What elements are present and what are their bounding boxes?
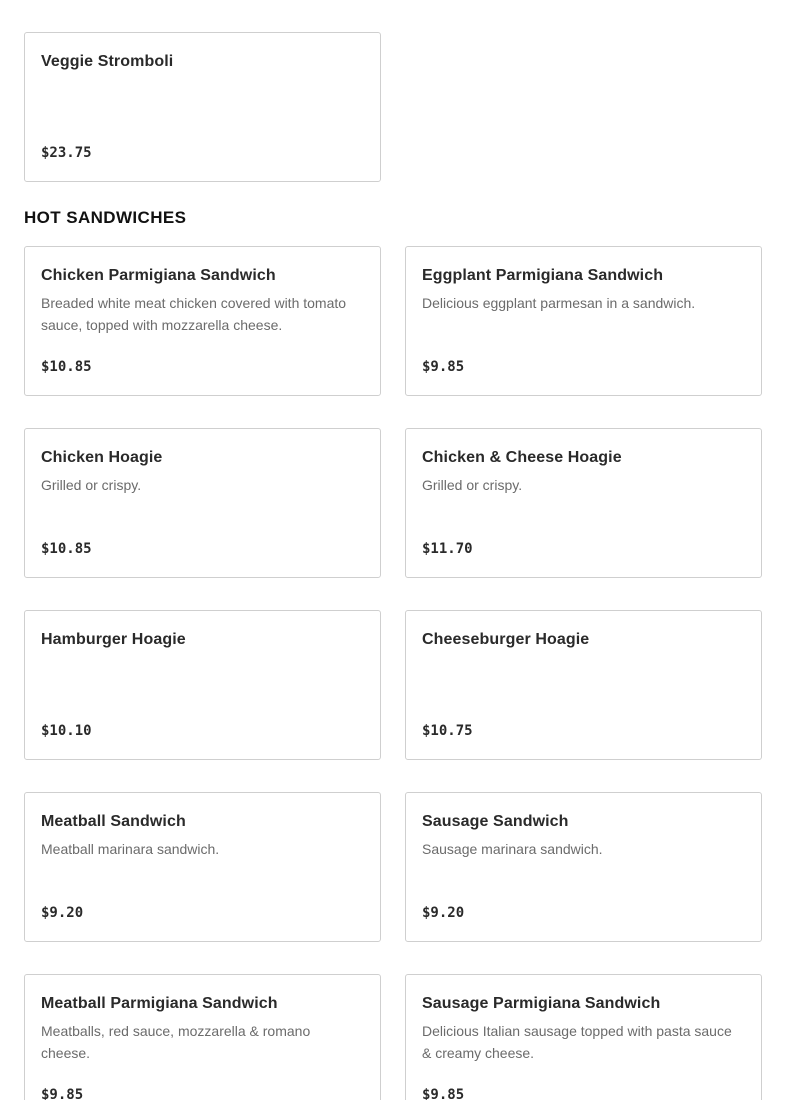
menu-item-card[interactable] [24,246,381,396]
menu-item-title: Sausage Parmigiana Sandwich [422,995,661,1012]
menu-item-card[interactable] [405,610,762,760]
menu-item-price: $11.70 [422,541,473,557]
menu-item-title: Chicken & Cheese Hoagie [422,449,622,466]
menu-item-title: Veggie Stromboli [41,53,174,70]
menu-item-description: Breaded white meat chicken covered with tomato sauce, topped with mozzarella cheese. [41,295,347,333]
menu-item-card[interactable] [24,792,381,942]
menu-item-title: Meatball Parmigiana Sandwich [41,995,278,1012]
menu-item-title: Cheeseburger Hoagie [422,631,590,648]
menu-item-price: $10.85 [41,541,92,557]
menu-item-card[interactable] [405,974,762,1100]
menu-item-card[interactable] [24,428,381,578]
menu-item-price: $9.20 [41,905,84,921]
menu-item-price: $9.85 [422,359,465,375]
menu-item-card[interactable] [24,610,381,760]
menu-item-description: Meatballs, red sauce, mozzarella & romano cheese. [41,1023,311,1061]
menu-item-price: $10.75 [422,723,473,739]
menu-item-card[interactable] [405,246,762,396]
menu-item-card[interactable] [24,32,381,182]
menu-item-price: $9.20 [422,905,465,921]
menu-item-price: $10.10 [41,723,92,739]
section-title: HOT SANDWICHES [24,208,187,227]
menu-item-card[interactable] [405,428,762,578]
menu-item-title: Sausage Sandwich [422,813,569,830]
menu-item-description: Meatball marinara sandwich. [41,841,220,857]
menu-item-title: Meatball Sandwich [41,813,186,830]
menu-item-description: Delicious Italian sausage topped with pasta sauce & creamy cheese. [422,1023,732,1061]
menu-item-description: Delicious eggplant parmesan in a sandwich. [422,295,696,311]
menu-item-card[interactable] [24,974,381,1100]
menu-item-title: Eggplant Parmigiana Sandwich [422,267,664,284]
menu-item-description: Sausage marinara sandwich. [422,841,603,857]
menu-item-title: Chicken Hoagie [41,449,163,466]
menu-item-description: Grilled or crispy. [422,477,523,493]
menu-item-card[interactable] [405,792,762,942]
menu-item-price: $9.85 [41,1087,84,1100]
menu-item-price: $23.75 [41,145,92,161]
menu-item-price: $9.85 [422,1087,465,1100]
menu-item-description: Grilled or crispy. [41,477,142,493]
menu-item-title: Hamburger Hoagie [41,631,186,648]
menu-item-title: Chicken Parmigiana Sandwich [41,267,276,284]
menu-item-price: $10.85 [41,359,92,375]
